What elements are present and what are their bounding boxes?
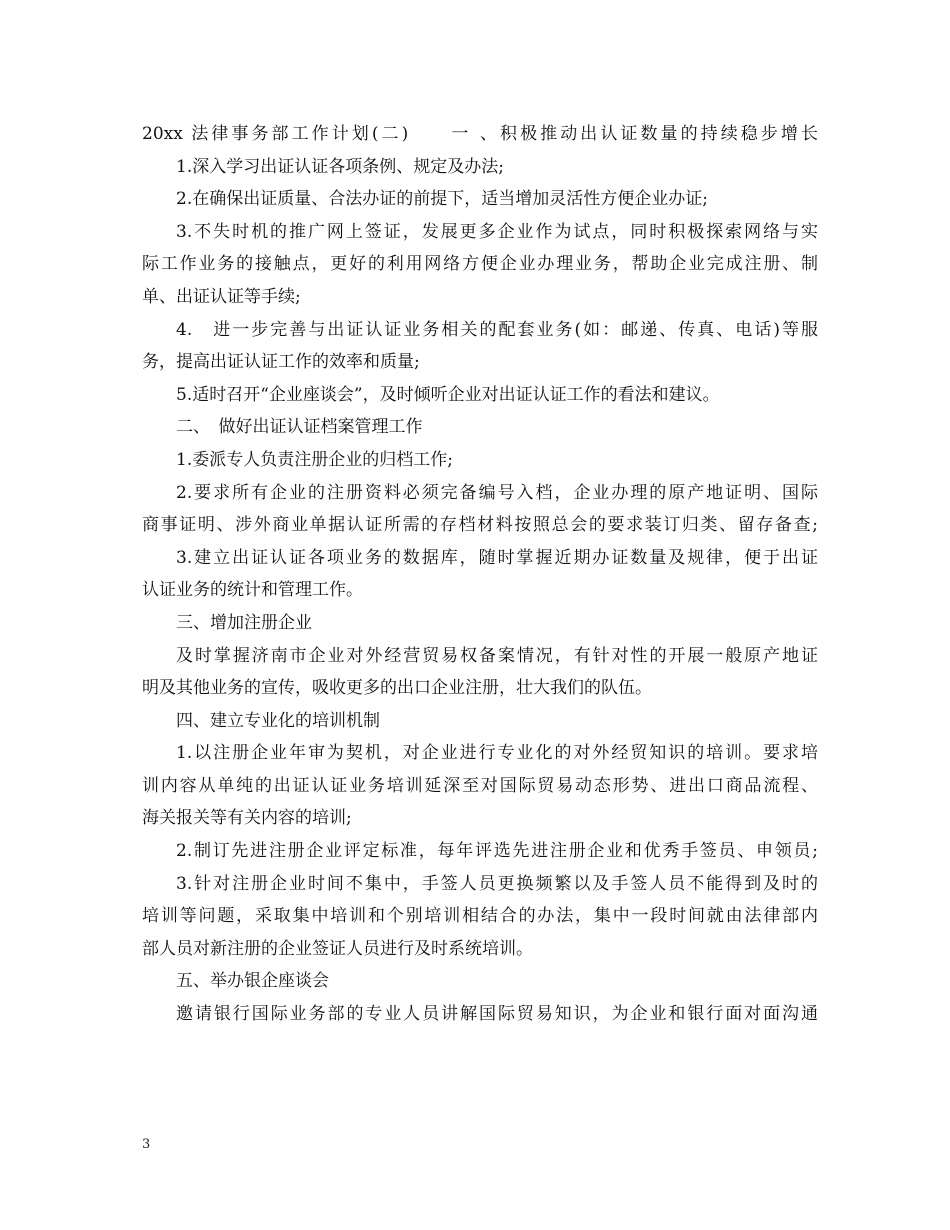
paragraph-line: 2.制订先进注册企业评定标准，每年评选先进注册企业和优秀手签员、申领员; [176, 841, 818, 862]
paragraph-line: 部人员对新注册的企业签证人员进行及时系统培训。 [142, 938, 533, 959]
section-heading: 二、 做好出证认证档案管理工作 [176, 417, 423, 438]
section-heading: 五、举办银企座谈会 [176, 971, 329, 992]
paragraph-line: 1.深入学习出证认证各项条例、规定及办法; [176, 156, 504, 177]
section-heading: 三、增加注册企业 [176, 612, 312, 633]
paragraph-line: 2.要求所有企业的注册资料必须完备编号入档，企业办理的原产地证明、国际 [176, 482, 818, 503]
paragraph-line: 认证业务的统计和管理工作。 [142, 580, 363, 601]
paragraph-line: 1.以注册企业年审为契机，对企业进行专业化的对外经贸知识的培训。要求培 [176, 743, 818, 764]
paragraph-line: 1.委派专人负责注册企业的归档工作; [176, 449, 453, 470]
paragraph-line: 明及其他业务的宣传，吸收更多的出口企业注册，壮大我们的队伍。 [142, 678, 652, 699]
paragraph-line: 3.不失时机的推广网上签证，发展更多企业作为试点，同时积极探索网络与实 [176, 221, 818, 242]
document-title-line: 20xx 法律事务部工作计划(二) 一 、积极推动出认证数量的持续稳步增长 [142, 124, 818, 144]
paragraph-line: 邀请银行国际业务部的专业人员讲解国际贸易知识，为企业和银行面对面沟通 [176, 1004, 818, 1025]
paragraph-line: 及时掌握济南市企业对外经营贸易权备案情况，有针对性的开展一般原产地证 [176, 645, 818, 666]
paragraph-line: 5.适时召开“企业座谈会”，及时倾听企业对出证认证工作的看法和建议。 [176, 384, 720, 405]
paragraph-line: 海关报关等有关内容的培训; [142, 808, 352, 829]
paragraph-line: 训内容从单纯的出证认证业务培训延深至对国际贸易动态形势、进出口商品流程、 [142, 775, 818, 796]
paragraph-line: 3.建立出证认证各项业务的数据库，随时掌握近期办证数量及规律，便于出证 [176, 547, 818, 568]
paragraph-line: 际工作业务的接触点，更好的利用网络方便企业办理业务，帮助企业完成注册、制 [142, 254, 818, 275]
paragraph-line: 商事证明、涉外商业单据认证所需的存档材料按照总会的要求装订归类、留存备查; [142, 515, 818, 536]
paragraph-line: 单、出证认证等手续; [142, 286, 301, 307]
paragraph-line: 4. 进一步完善与出证认证业务相关的配套业务(如：邮递、传真、电话)等服 [176, 319, 818, 340]
page-number: 3 [142, 1137, 151, 1152]
paragraph-line: 3.针对注册企业时间不集中，手签人员更换频繁以及手签人员不能得到及时的 [176, 873, 818, 894]
paragraph-line: 培训等问题，采取集中培训和个别培训相结合的办法，集中一段时间就由法律部内 [142, 906, 818, 927]
paragraph-line: 2.在确保出证质量、合法办证的前提下，适当增加灵活性方便企业办证; [176, 189, 708, 210]
document-body [142, 118, 818, 1031]
paragraph-line: 务，提高出证认证工作的效率和质量; [142, 352, 420, 373]
section-heading: 四、建立专业化的培训机制 [176, 710, 380, 731]
